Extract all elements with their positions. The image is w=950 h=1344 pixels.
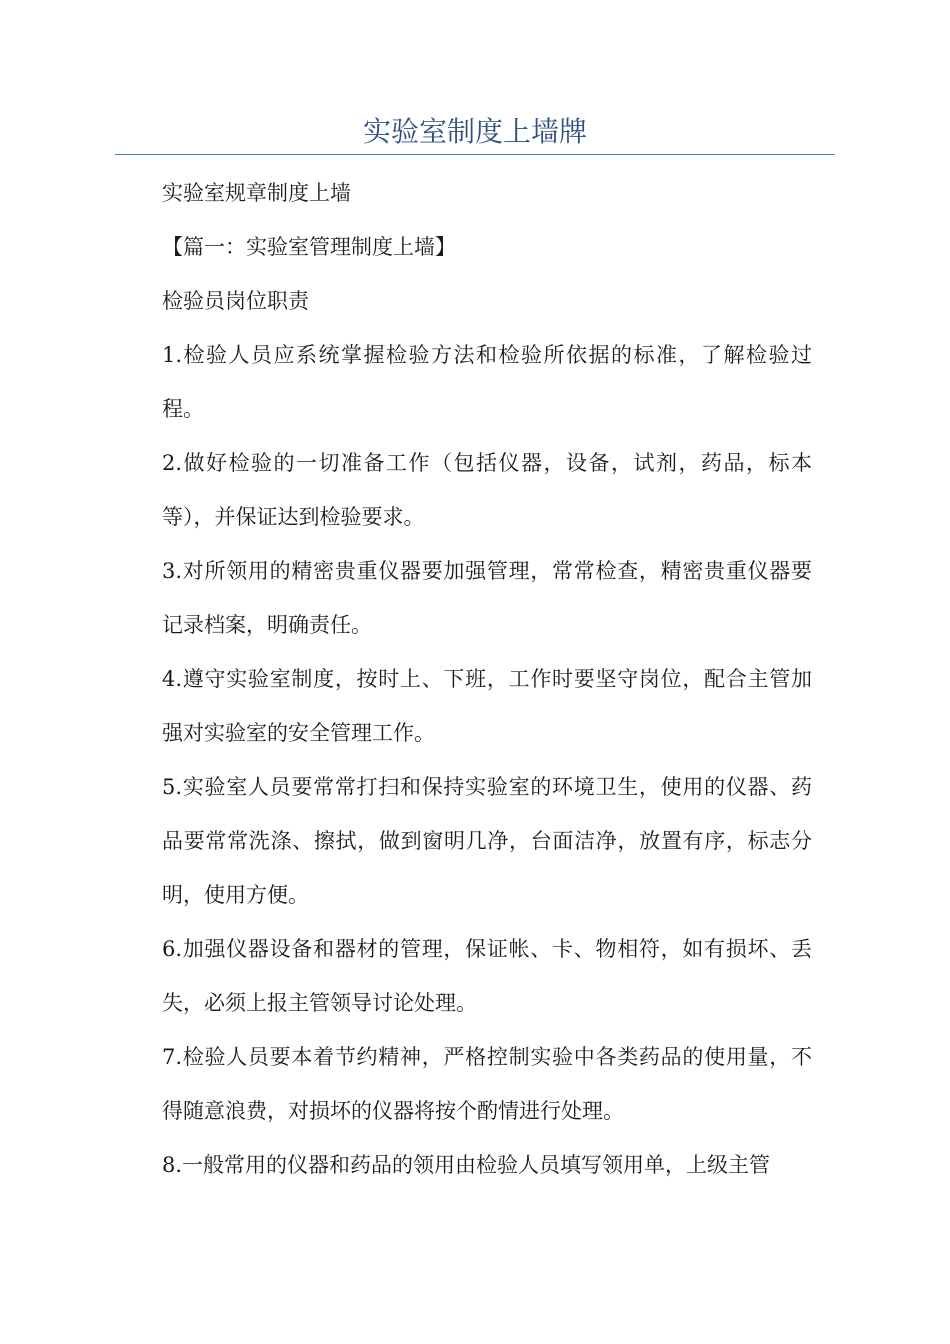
paragraph-subtitle: 检验员岗位职责 — [162, 289, 309, 313]
paragraph-item-3: 3.对所领用的精密贵重仪器要加强管理，常常检查，精密贵重仪器要记录档案，明确责任。 — [162, 559, 812, 637]
paragraph-item-6: 6.加强仪器设备和器材的管理，保证帐、卡、物相符，如有损坏、丢失，必须上报主管领导讨论处理。 — [162, 937, 812, 1015]
paragraph-item-1: 1.检验人员应系统掌握检验方法和检验所依据的标准，了解检验过程。 — [162, 343, 812, 421]
paragraph-item-7: 7.检验人员要本着节约精神，严格控制实验中各类药品的使用量，不得随意浪费，对损坏的仪器将按个酌情进行处理。 — [162, 1045, 812, 1123]
paragraph-item-4: 4.遵守实验室制度，按时上、下班，工作时要坚守岗位，配合主管加强对实验室的安全管理工作。 — [162, 667, 812, 745]
document-body — [162, 166, 812, 1192]
paragraph-section-title: 【篇一：实验室管理制度上墙】 — [162, 235, 456, 259]
paragraph-heading: 实验室规章制度上墙 — [162, 181, 351, 205]
paragraph-item-2: 2.做好检验的一切准备工作（包括仪器，设备，试剂，药品，标本等），并保证达到检验要求。 — [162, 451, 812, 529]
document-title: 实验室制度上墙牌 — [362, 115, 587, 148]
paragraph-item-5: 5.实验室人员要常常打扫和保持实验室的环境卫生，使用的仪器、药品要常常洗涤、擦拭，做到窗明几净，台面洁净，放置有序，标志分明，使用方便。 — [162, 775, 812, 907]
title-underline — [115, 154, 835, 155]
paragraph-item-8: 8.一般常用的仪器和药品的领用由检验人员填写领用单，上级主管 — [162, 1153, 771, 1177]
